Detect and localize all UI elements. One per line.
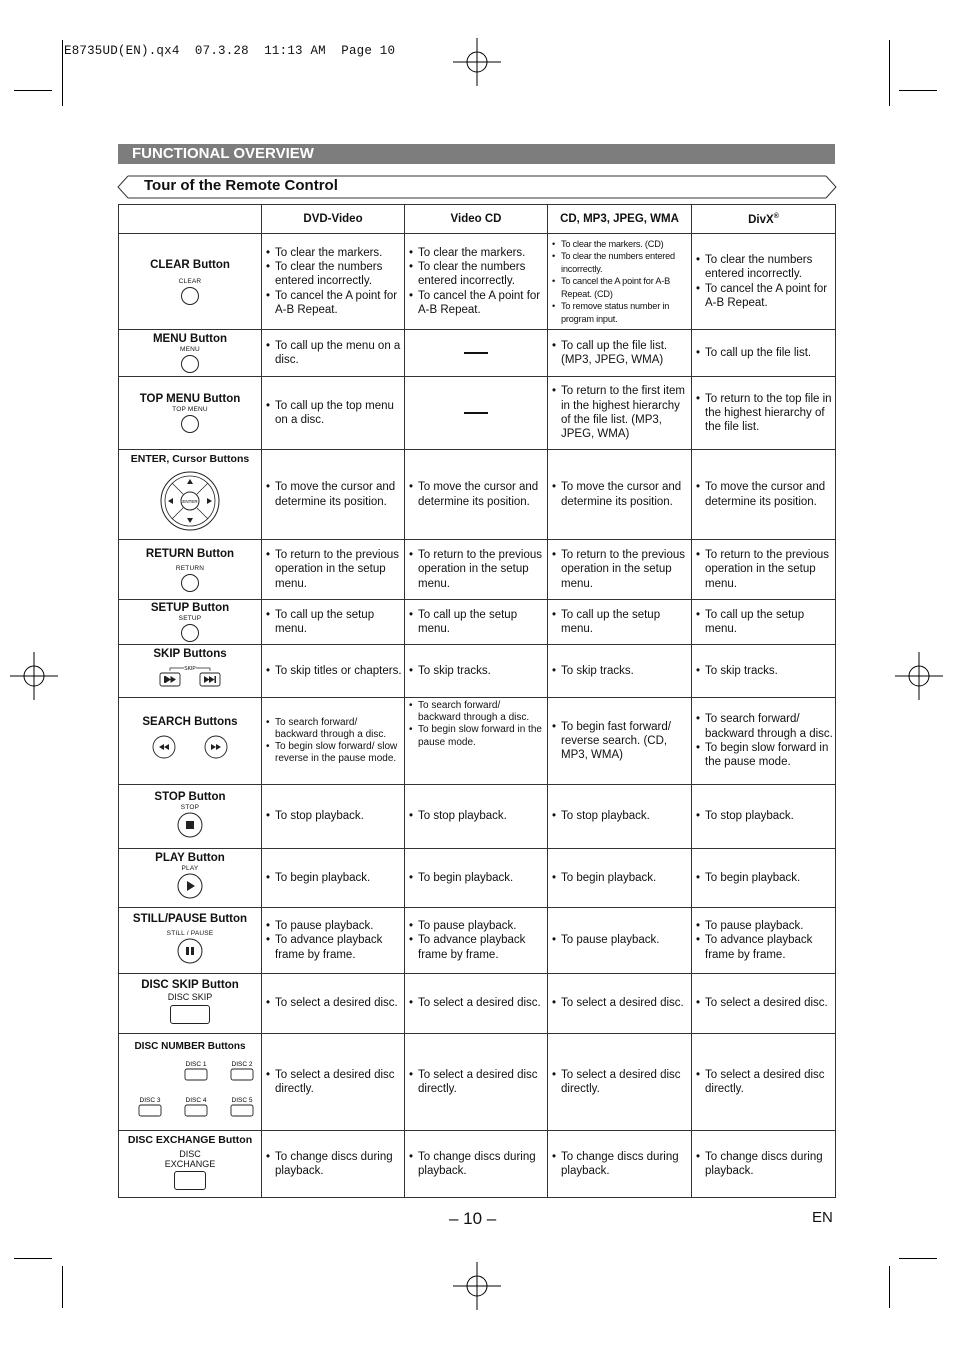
description-list (262, 399, 404, 428)
table-row-disc-skip (119, 974, 836, 1034)
top-menu-key-icon (181, 415, 199, 433)
play-button-cell (119, 849, 262, 908)
description-item: • To stop playback. (552, 809, 689, 823)
top-menu-divx-cell (692, 377, 836, 450)
stop-button-cell (119, 785, 262, 849)
description-list (405, 246, 547, 317)
top-menu-key-label: TOP MENU (172, 406, 208, 413)
play-cd-cell (548, 849, 692, 908)
description-list (262, 480, 404, 509)
setup-button-name: SETUP Button (150, 602, 230, 614)
description-item: • To move the cursor and determine its position. (552, 480, 689, 509)
header-dvd-video: DVD-Video (262, 205, 405, 234)
disc-1-label: DISC 1 (185, 1061, 207, 1068)
description-list (405, 919, 547, 962)
description-item: • To return to the previous operation in the setup menu. (266, 548, 402, 591)
disc-skip-key-label: DISC SKIP (167, 991, 213, 1002)
description-item: • To search forward/ backward through a disc. (266, 717, 402, 741)
description-list (262, 664, 404, 678)
description-item: • To begin playback. (266, 871, 402, 885)
description-item: • To clear the markers. (CD) (552, 238, 689, 250)
top-menu-button-cell (119, 377, 262, 450)
skip-key-label: SKIP (184, 666, 196, 672)
description-item: • To call up the setup menu. (266, 608, 402, 637)
description-list (405, 480, 547, 509)
description-list (405, 996, 547, 1010)
description-item: • To begin playback. (696, 871, 833, 885)
skip-button-cell (119, 645, 262, 698)
description-list (405, 608, 547, 637)
header-button-column (119, 205, 262, 234)
description-item: • To skip tracks. (409, 664, 545, 678)
description-list (548, 339, 691, 368)
description-item: • To skip titles or chapters. (266, 664, 402, 678)
disc-skip-dvd-cell (262, 974, 405, 1034)
top-menu-button-name: TOP MENU Button (139, 393, 241, 405)
description-list (692, 809, 835, 823)
disc-number-cd-cell (548, 1034, 692, 1131)
clear-button-cell (119, 234, 262, 330)
header-divx (692, 205, 836, 234)
skip-dvd-cell (262, 645, 405, 698)
disc-number-divx-cell (692, 1034, 836, 1131)
description-list (405, 809, 547, 823)
disc-number-dvd-cell (262, 1034, 405, 1131)
top-menu-cd-cell (548, 377, 692, 450)
remote-control-table (118, 204, 836, 1198)
description-list (692, 871, 835, 885)
description-item: • To begin playback. (409, 871, 545, 885)
description-list (692, 346, 835, 360)
description-item: • To select a desired disc directly. (552, 1068, 689, 1097)
description-item: • To change discs during playback. (409, 1150, 545, 1179)
description-item: • To begin slow forward/ slow reverse in the pause mode. (266, 741, 402, 765)
table-row-disc-number (119, 1034, 836, 1131)
description-item: • To select a desired disc directly. (409, 1068, 545, 1097)
table-row-still-pause (119, 908, 836, 974)
search-button-cell (119, 698, 262, 785)
disc-skip-cd-cell (548, 974, 692, 1034)
setup-vcd-cell (405, 600, 548, 645)
description-list (692, 1150, 835, 1179)
clear-key-label: CLEAR (178, 277, 202, 285)
disc-skip-vcd-cell (405, 974, 548, 1034)
description-item: • To return to the previous operation in the setup menu. (696, 548, 833, 591)
setup-key-icon (181, 624, 199, 642)
table-row-clear (119, 234, 836, 330)
description-list (405, 548, 547, 591)
enter-button-name: ENTER, Cursor Buttons (130, 452, 250, 465)
description-item: • To begin slow forward in the pause mode. (409, 724, 545, 748)
menu-button-name: MENU Button (152, 333, 228, 345)
play-divx-cell (692, 849, 836, 908)
clear-vcd-cell (405, 234, 548, 330)
description-list (548, 664, 691, 678)
still-pause-key-label: STILL / PAUSE (166, 929, 214, 937)
table-header-row (119, 205, 836, 234)
menu-button-cell (119, 330, 262, 377)
description-list (405, 700, 547, 749)
disc-skip-button-name: DISC SKIP Button (141, 978, 239, 991)
description-list (262, 1068, 404, 1097)
crop-mark (62, 40, 63, 106)
crop-mark (889, 1266, 890, 1308)
description-item: • To stop playback. (696, 809, 833, 823)
disc-2-label: DISC 2 (231, 1061, 253, 1068)
description-item: • To skip tracks. (552, 664, 689, 678)
registration-mark (895, 652, 943, 700)
disc-exchange-button-cell (119, 1131, 262, 1198)
description-item: • To pause playback. (696, 919, 833, 933)
disc-number-keys-icon (125, 1059, 255, 1119)
description-list (548, 996, 691, 1010)
description-item: • To begin slow forward in the pause mode. (696, 741, 833, 770)
description-item: • To call up the file list. (MP3, JPEG, WMA) (552, 339, 689, 368)
description-item: • To move the cursor and determine its position. (696, 480, 833, 509)
stop-button-name: STOP Button (154, 790, 226, 803)
description-list (262, 339, 404, 368)
description-item: • To clear the numbers entered incorrectly. (552, 250, 689, 275)
stop-divx-cell (692, 785, 836, 849)
description-item: • To clear the numbers entered incorrectly. (266, 260, 402, 289)
description-item: • To clear the numbers entered incorrectly. (409, 260, 545, 289)
file-info: E8735UD(EN).qx4 07.3.28 11:13 AM Page 10 (64, 44, 396, 58)
still-pause-button-cell (119, 908, 262, 974)
search-cd-cell (548, 698, 692, 785)
subtitle: Tour of the Remote Control (144, 177, 338, 194)
pause-icon (177, 938, 203, 964)
description-list (548, 608, 691, 637)
return-button-cell (119, 540, 262, 600)
description-list (692, 712, 835, 769)
disc-number-vcd-cell (405, 1034, 548, 1131)
description-item: • To pause playback. (409, 919, 545, 933)
disc-number-button-name: DISC NUMBER Buttons (134, 1041, 246, 1052)
description-list (262, 548, 404, 591)
disc-skip-key-icon (170, 1005, 210, 1024)
description-item: • To advance playback frame by frame. (266, 933, 402, 962)
table-row-menu (119, 330, 836, 377)
setup-button-cell (119, 600, 262, 645)
enter-cd-cell (548, 450, 692, 540)
play-icon (177, 873, 203, 899)
description-item: • To cancel the A point for A-B Repeat. (409, 289, 545, 318)
skip-cd-cell (548, 645, 692, 698)
still-pause-divx-cell (692, 908, 836, 974)
disc-exchange-divx-cell (692, 1131, 836, 1198)
disc-exchange-key-label-1: DISC (179, 1148, 201, 1159)
skip-keys-icon (158, 663, 222, 689)
description-list (692, 608, 835, 637)
disc-3-label: DISC 3 (139, 1097, 161, 1104)
clear-dvd-cell (262, 234, 405, 330)
search-divx-cell (692, 698, 836, 785)
return-key-label: RETURN (175, 564, 205, 572)
search-keys-icon (150, 733, 230, 761)
description-item: • To pause playback. (552, 933, 689, 947)
description-item: • To change discs during playback. (696, 1150, 833, 1179)
description-list (548, 548, 691, 591)
return-dvd-cell (262, 540, 405, 600)
description-list (548, 871, 691, 885)
description-item: • To clear the numbers entered incorrectly. (696, 253, 833, 282)
stop-key-label: STOP (180, 803, 200, 811)
description-list (262, 717, 404, 766)
still-pause-cd-cell (548, 908, 692, 974)
clear-cd-cell (548, 234, 692, 330)
clear-button-name: CLEAR Button (150, 258, 230, 271)
description-item: • To select a desired disc. (696, 996, 833, 1010)
description-list (692, 253, 835, 310)
crop-mark (62, 1266, 63, 1308)
description-item: • To return to the previous operation in the setup menu. (409, 548, 545, 591)
menu-key-icon (181, 355, 199, 373)
clear-key-icon (181, 287, 199, 305)
skip-button-name: SKIP Buttons (153, 648, 227, 660)
section-title: FUNCTIONAL OVERVIEW (118, 144, 835, 164)
return-key-icon (181, 574, 199, 592)
cursor-pad-icon (159, 470, 221, 532)
setup-dvd-cell (262, 600, 405, 645)
table-row-skip (119, 645, 836, 698)
description-item: • To call up the setup menu. (552, 608, 689, 637)
registration-mark (453, 1262, 501, 1310)
description-item: • To stop playback. (266, 809, 402, 823)
disc-skip-divx-cell (692, 974, 836, 1034)
disc-exchange-cd-cell (548, 1131, 692, 1198)
stop-icon (177, 812, 203, 838)
description-item: • To begin playback. (552, 871, 689, 885)
description-item: • To select a desired disc directly. (696, 1068, 833, 1097)
table-row-play (119, 849, 836, 908)
skip-vcd-cell (405, 645, 548, 698)
not-applicable-dash (464, 412, 488, 414)
header-video-cd: Video CD (405, 205, 548, 234)
enter-key-label: ENTER (182, 498, 198, 504)
description-item: • To select a desired disc. (266, 996, 402, 1010)
enter-dvd-cell (262, 450, 405, 540)
disc-exchange-vcd-cell (405, 1131, 548, 1198)
crop-mark (14, 90, 52, 91)
registration-mark (10, 652, 58, 700)
description-item: • To search forward/ backward through a disc. (409, 700, 545, 724)
table-row-stop (119, 785, 836, 849)
header-divx-label: DivX (748, 213, 774, 226)
description-item: • To search forward/ backward through a disc. (696, 712, 833, 741)
stop-vcd-cell (405, 785, 548, 849)
description-list (548, 809, 691, 823)
description-item: • To change discs during playback. (266, 1150, 402, 1179)
description-item: • To select a desired disc. (552, 996, 689, 1010)
description-list (548, 1150, 691, 1179)
description-list (692, 996, 835, 1010)
table-row-enter (119, 450, 836, 540)
disc-skip-button-cell (119, 974, 262, 1034)
description-item: • To call up the file list. (696, 346, 833, 360)
crop-mark (899, 90, 937, 91)
menu-vcd-cell (405, 330, 548, 377)
description-list (262, 608, 404, 637)
return-divx-cell (692, 540, 836, 600)
description-item: • To move the cursor and determine its position. (409, 480, 545, 509)
still-pause-button-name: STILL/PAUSE Button (132, 912, 248, 925)
setup-divx-cell (692, 600, 836, 645)
stop-dvd-cell (262, 785, 405, 849)
search-dvd-cell (262, 698, 405, 785)
description-item: • To move the cursor and determine its position. (266, 480, 402, 509)
skip-divx-cell (692, 645, 836, 698)
description-item: • To call up the menu on a disc. (266, 339, 402, 368)
description-item: • To return to the first item in the highest hierarchy of the file list. (MP3, JPEG, WMA) (552, 384, 689, 441)
menu-dvd-cell (262, 330, 405, 377)
setup-cd-cell (548, 600, 692, 645)
table-row-setup (119, 600, 836, 645)
description-item: • To return to the top file in the highest hierarchy of the file list. (696, 392, 833, 435)
description-item: • To advance playback frame by frame. (696, 933, 833, 962)
description-list (262, 1150, 404, 1179)
description-item: • To select a desired disc directly. (266, 1068, 402, 1097)
crop-mark (889, 40, 890, 106)
description-list (405, 1068, 547, 1097)
description-list (262, 996, 404, 1010)
description-list (548, 1068, 691, 1097)
menu-cd-cell (548, 330, 692, 377)
description-item: • To cancel the A point for A-B Repeat. (266, 289, 402, 318)
still-pause-dvd-cell (262, 908, 405, 974)
top-menu-dvd-cell (262, 377, 405, 450)
return-cd-cell (548, 540, 692, 600)
description-item: • To change discs during playback. (552, 1150, 689, 1179)
subtitle-banner (114, 175, 840, 199)
enter-button-cell (119, 450, 262, 540)
description-item: • To call up the top menu on a disc. (266, 399, 402, 428)
table-row-search (119, 698, 836, 785)
description-list (548, 720, 691, 763)
description-list (548, 384, 691, 441)
description-item: • To begin fast forward/ reverse search. (CD, MP3, WMA) (552, 720, 689, 763)
stop-cd-cell (548, 785, 692, 849)
description-list (262, 246, 404, 317)
disc-exchange-key-icon (174, 1171, 206, 1190)
crop-mark (899, 1258, 937, 1259)
disc-exchange-button-name: DISC EXCHANGE Button (127, 1133, 253, 1146)
description-list (262, 871, 404, 885)
description-list (405, 664, 547, 678)
not-applicable-dash (464, 352, 488, 354)
table-row-return (119, 540, 836, 600)
description-item: • To call up the setup menu. (696, 608, 833, 637)
clear-divx-cell (692, 234, 836, 330)
disc-4-label: DISC 4 (185, 1097, 207, 1104)
description-list (692, 664, 835, 678)
menu-divx-cell (692, 330, 836, 377)
description-list (692, 1068, 835, 1097)
menu-key-label: MENU (180, 346, 200, 353)
description-item: • To clear the markers. (409, 246, 545, 260)
description-item: • To cancel the A point for A-B Repeat. (CD) (552, 275, 689, 300)
crop-mark (14, 1258, 52, 1259)
table-row-disc-exchange (119, 1131, 836, 1198)
return-button-name: RETURN Button (145, 547, 235, 560)
description-item: • To stop playback. (409, 809, 545, 823)
description-item: • To call up the setup menu. (409, 608, 545, 637)
description-list (405, 1150, 547, 1179)
registration-mark (453, 38, 501, 86)
return-vcd-cell (405, 540, 548, 600)
play-key-label: PLAY (181, 865, 199, 872)
description-list (548, 480, 691, 509)
description-list (692, 392, 835, 435)
table-row-top-menu (119, 377, 836, 450)
setup-key-label: SETUP (178, 615, 202, 622)
description-item: • To return to the previous operation in the setup menu. (552, 548, 689, 591)
description-item: • To advance playback frame by frame. (409, 933, 545, 962)
description-item: • To pause playback. (266, 919, 402, 933)
search-vcd-cell (405, 698, 548, 785)
description-list (692, 480, 835, 509)
play-button-name: PLAY Button (155, 852, 225, 864)
description-item: • To select a desired disc. (409, 996, 545, 1010)
disc-number-button-cell (119, 1034, 262, 1131)
description-item: • To cancel the A point for A-B Repeat. (696, 282, 833, 311)
description-list (548, 933, 691, 947)
description-item: • To skip tracks. (696, 664, 833, 678)
registered-mark: ® (773, 212, 779, 220)
description-list (548, 238, 691, 325)
description-list (692, 919, 835, 962)
top-menu-vcd-cell (405, 377, 548, 450)
description-item: • To remove status number in program input. (552, 300, 689, 325)
search-button-name: SEARCH Buttons (142, 716, 238, 728)
disc-5-label: DISC 5 (231, 1097, 253, 1104)
description-list (405, 871, 547, 885)
description-list (262, 919, 404, 962)
header-cd-mp3-jpeg-wma: CD, MP3, JPEG, WMA (548, 205, 692, 234)
still-pause-vcd-cell (405, 908, 548, 974)
description-item: • To clear the markers. (266, 246, 402, 260)
language-label: EN (812, 1209, 833, 1226)
page-number: – 10 – (449, 1209, 497, 1228)
play-vcd-cell (405, 849, 548, 908)
disc-exchange-key-label-2: EXCHANGE (164, 1158, 216, 1169)
description-list (692, 548, 835, 591)
enter-vcd-cell (405, 450, 548, 540)
enter-divx-cell (692, 450, 836, 540)
description-list (262, 809, 404, 823)
disc-exchange-dvd-cell (262, 1131, 405, 1198)
play-dvd-cell (262, 849, 405, 908)
